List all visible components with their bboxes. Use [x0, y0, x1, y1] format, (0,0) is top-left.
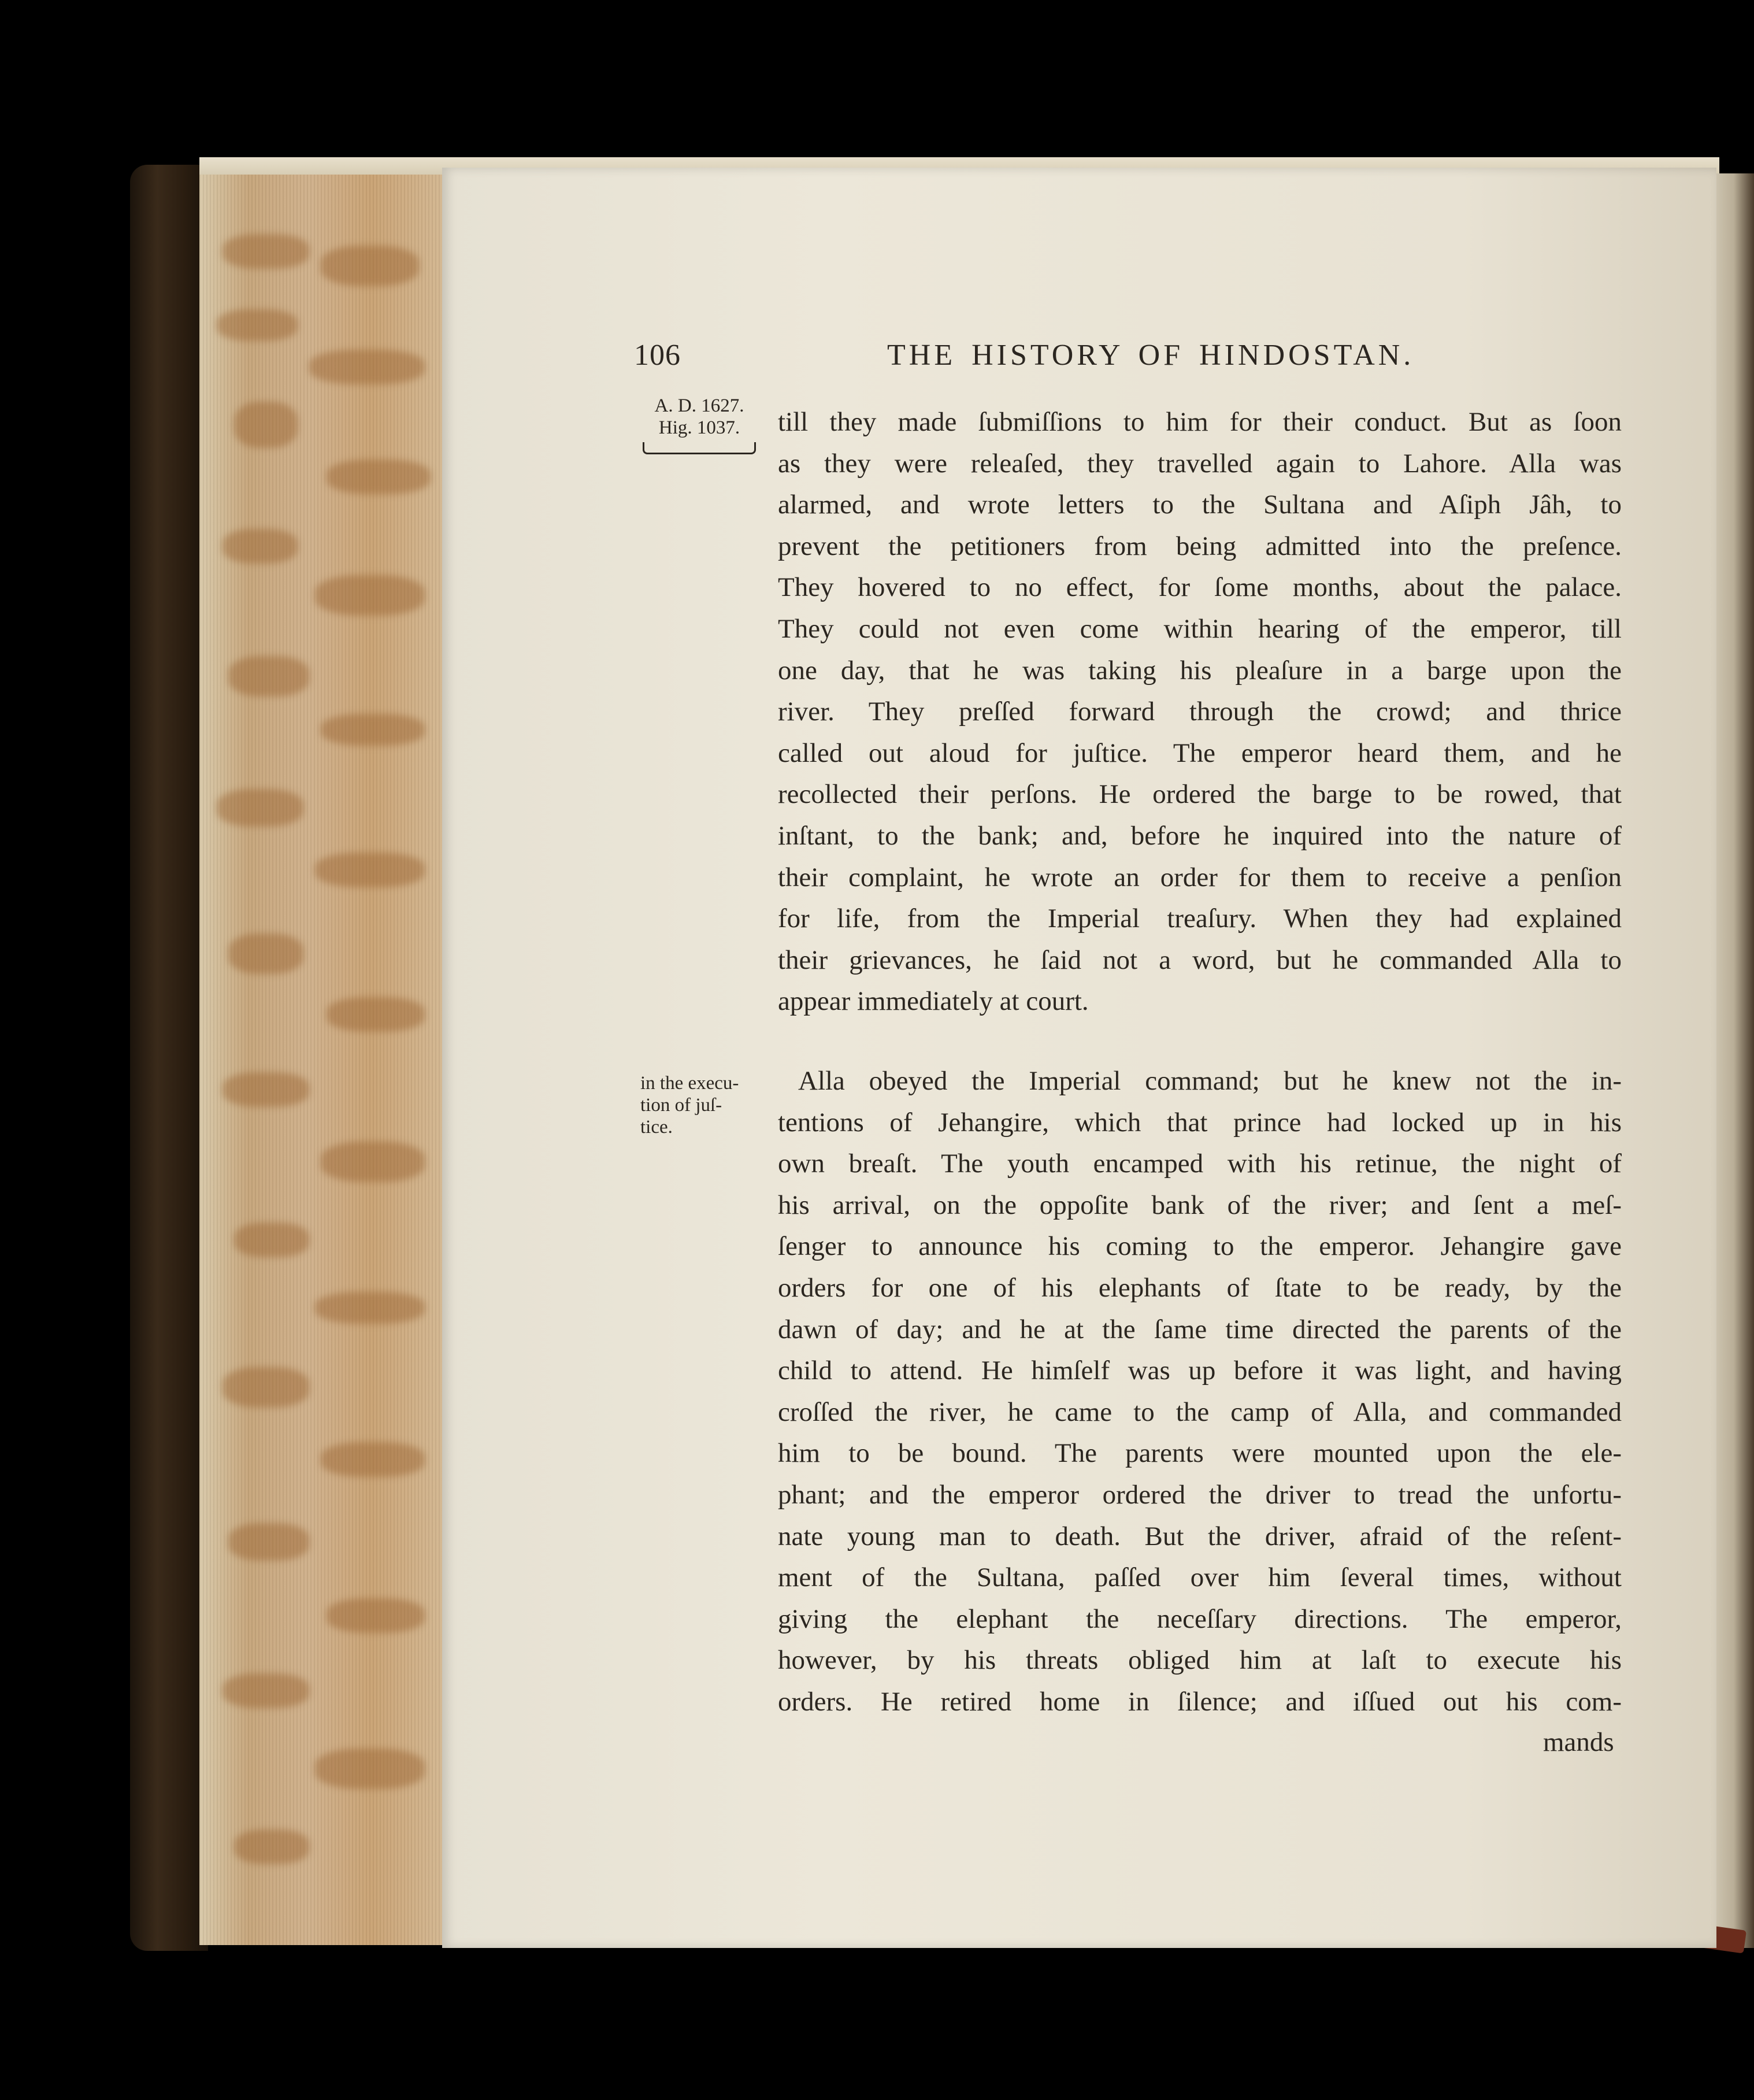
text-line: recollected their perſons. He ordered the barge to be rowed, that: [778, 779, 1622, 810]
text-line: one day, that he was taking his pleaſure in a barge upon the: [778, 655, 1622, 686]
year-ad: A. D. 1627.: [654, 395, 744, 416]
binding-right: [1714, 173, 1754, 1948]
running-title: THE HISTORY OF HINDOSTAN.: [887, 339, 1415, 372]
leather-cover: [130, 165, 208, 1951]
text-line: phant; and the emperor ordered the driver to tread the unfortu-: [778, 1479, 1622, 1510]
brace-mark: [643, 442, 756, 454]
text-line: however, by his threats obliged him at laſt to execute his: [778, 1645, 1622, 1676]
text-line: nate young man to death. But the driver, afraid of the reſent-: [778, 1521, 1622, 1551]
text-line: ment of the Sultana, paſſed over him ſeveral times, without: [778, 1562, 1622, 1593]
text-line: called out aloud for juſtice. The emperor heard them, and he: [778, 738, 1622, 768]
text-line: till they made ſubmiſſions to him for their conduct. But as ſoon: [778, 407, 1622, 437]
text-line: alarmed, and wrote letters to the Sultana and Aſiph Jâh, to: [778, 490, 1622, 520]
text-line: orders for one of his elephants of ſtate to be ready, by the: [778, 1272, 1622, 1303]
text-line: for life, from the Imperial treaſury. When they had explained: [778, 903, 1622, 934]
text-line: his arrival, on the oppoſite bank of the river; and ſent a meſ-: [778, 1190, 1622, 1220]
text-line: river. They preſſed forward through the crowd; and thrice: [778, 697, 1622, 727]
text-line: their grievances, he ſaid not a word, but he commanded Alla to: [778, 945, 1622, 975]
catchword: mands: [1543, 1727, 1614, 1757]
text-line: dawn of day; and he at the ſame time directed the parents of the: [778, 1314, 1622, 1345]
text-line: They hovered to no effect, for ſome months, about the palace.: [778, 572, 1622, 603]
page-number: 106: [634, 339, 681, 372]
text-line: ſenger to announce his coming to the emperor. Jehangire gave: [778, 1231, 1622, 1262]
margin-note: [640, 1072, 744, 1138]
text-line: appear immediately at court.: [778, 986, 1089, 1017]
text-line: tentions of Jehangire, which that prince had locked up in his: [778, 1107, 1622, 1138]
text-line: Alla obeyed the Imperial command; but he knew not the in-: [798, 1066, 1622, 1096]
text-line: croſſed the river, he came to the camp of Alla, and commanded: [778, 1397, 1622, 1427]
paragraph-2: [778, 1061, 1622, 1723]
text-line: as they were releaſed, they travelled again to Lahore. Alla was: [778, 448, 1622, 479]
page-block-edge: [199, 159, 445, 1945]
text-line: They could not even come within hearing of the emperor, till: [778, 613, 1622, 644]
text-line: orders. He retired home in ſilence; and iſſued out his com-: [778, 1686, 1622, 1717]
text-line: prevent the petitioners from being admitted into the preſence.: [778, 531, 1622, 561]
margin-note-line: tice.: [640, 1117, 673, 1138]
text-line: him to be bound. The parents were mounted upon the ele-: [778, 1438, 1622, 1469]
text-line: their complaint, he wrote an order for them to receive a penſion: [778, 862, 1622, 892]
text-line: own breaſt. The youth encamped with his retinue, the night of: [778, 1149, 1622, 1179]
date-sidenote: [636, 395, 763, 454]
text-line: inſtant, to the bank; and, before he inquired into the nature of: [778, 820, 1622, 851]
paragraph-1: [778, 402, 1622, 1023]
margin-note-line: tion of juſ-: [640, 1095, 722, 1116]
year-hijri: Hig. 1037.: [658, 417, 740, 438]
text-line: child to attend. He himſelf was up before it was light, and having: [778, 1355, 1622, 1386]
margin-note-line: in the execu-: [640, 1073, 739, 1094]
text-line: giving the elephant the neceſſary directions. The emperor,: [778, 1603, 1622, 1634]
